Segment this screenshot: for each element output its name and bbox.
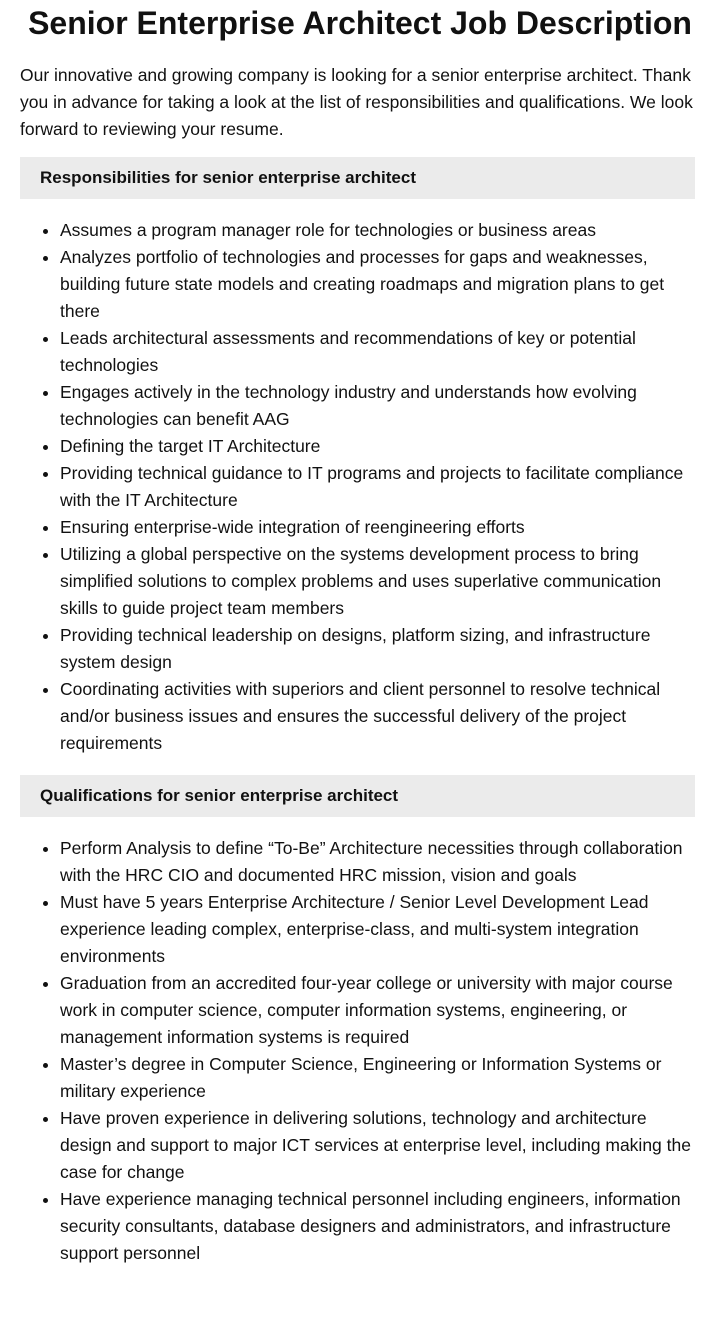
intro-text: Our innovative and growing company is looking for a senior enterprise architect. Thank you in advance for taking a look at the list of responsibilities and qualifications. We look forward to reviewing your resume.	[20, 65, 693, 139]
list-item: • Defining the target IT Architecture	[60, 433, 695, 460]
list-item: • Graduation from an accredited four-year college or university with major course work in computer science, computer information systems, engineering, or management information systems is required	[60, 970, 695, 1051]
list-item: • Master’s degree in Computer Science, Engineering or Information Systems or military experience	[60, 1051, 695, 1105]
list-item: • Utilizing a global perspective on the systems development process to bring simplified solutions to complex problems and uses superlative communication skills to guide project team members	[60, 541, 695, 622]
list-item: • Have experience managing technical personnel including engineers, information security consultants, database designers and administrators, and infrastructure support personnel	[60, 1186, 695, 1267]
list-item: • Coordinating activities with superiors and client personnel to resolve technical and/or business issues and ensures the successful delivery of the project requirements	[60, 676, 695, 757]
page-title: Senior Enterprise Architect Job Description	[28, 5, 692, 41]
qualifications-heading: Qualifications for senior enterprise architect	[20, 775, 695, 817]
list-item: • Assumes a program manager role for technologies or business areas	[60, 217, 695, 244]
list-item: • Engages actively in the technology industry and understands how evolving technologies can benefit AAG	[60, 379, 695, 433]
responsibilities-list	[20, 217, 695, 757]
responsibilities-heading: Responsibilities for senior enterprise architect	[20, 157, 695, 199]
list-item: • Have proven experience in delivering solutions, technology and architecture design and support to major ICT services at enterprise level, including making the case for change	[60, 1105, 695, 1186]
list-item: • Providing technical leadership on designs, platform sizing, and infrastructure system design	[60, 622, 695, 676]
list-item: • Providing technical guidance to IT programs and projects to facilitate compliance with the IT Architecture	[60, 460, 695, 514]
qualifications-list	[20, 835, 695, 1267]
list-item: • Analyzes portfolio of technologies and processes for gaps and weaknesses, building future state models and creating roadmaps and migration plans to get there	[60, 244, 695, 325]
list-item: • Leads architectural assessments and recommendations of key or potential technologies	[60, 325, 695, 379]
list-item: • Must have 5 years Enterprise Architecture / Senior Level Development Lead experience leading complex, enterprise-class, and multi-system integration environments	[60, 889, 695, 970]
list-item: • Ensuring enterprise-wide integration of reengineering efforts	[60, 514, 695, 541]
list-item: • Perform Analysis to define “To-Be” Architecture necessities through collaboration with the HRC CIO and documented HRC mission, vision and goals	[60, 835, 695, 889]
